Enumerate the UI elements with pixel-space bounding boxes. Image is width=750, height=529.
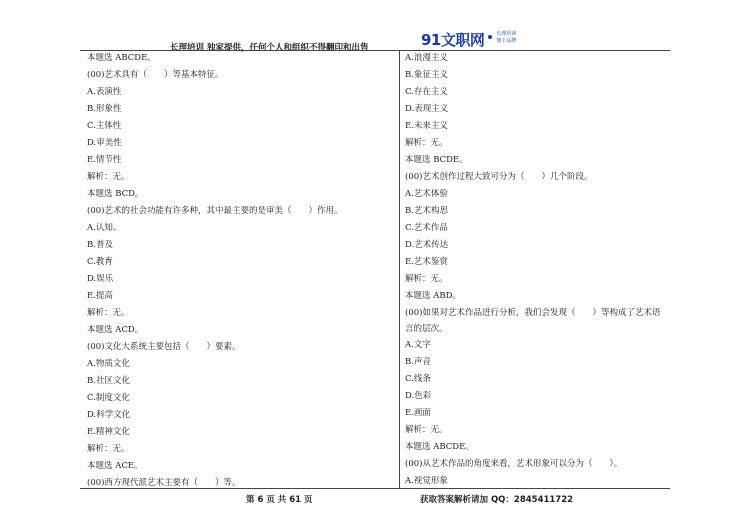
question-line-wrapped: (00)如果对艺术作品进行分析，我们会发现（ ）等构成了艺术语言的层次。 (405, 308, 661, 334)
text-line: A.表演性 (87, 87, 122, 97)
text-line: B.象征主义 (405, 70, 448, 80)
text-line: (00)艺术的社会功能有许多种，其中最主要的是审美（ ）作用。 (87, 206, 343, 216)
text-line: A.文字 (405, 340, 431, 350)
footer-contact: 获取答案解析请加 QQ：2845411722 (420, 495, 574, 505)
logo-subtitle (496, 31, 516, 45)
text-line: D.表现主义 (405, 104, 449, 114)
text-line: C.制度文化 (87, 393, 130, 403)
column-divider (399, 50, 400, 488)
text-line: 本题选 ACE。 (87, 461, 143, 471)
text-line: D.科学文化 (87, 410, 131, 420)
text-line: (00)西方现代派艺术主要有（ ）等。 (87, 478, 241, 488)
text-line: A.浪漫主义 (405, 53, 448, 63)
text-line: (00)艺术具有（ ）等基本特征。 (87, 70, 224, 80)
text-line: (00)文化大系统主要包括（ ）要素。 (87, 342, 241, 352)
left-column (87, 50, 392, 492)
text-line: 本题选 BCDE。 (405, 155, 468, 165)
right-column-part-a (405, 50, 665, 305)
text-line: B.艺术构思 (405, 206, 448, 216)
logo-text: 91文职网 (421, 31, 485, 49)
text-line: A.艺术体验 (405, 189, 448, 199)
text-line: 解析：无。 (87, 444, 130, 454)
header-notice: 长理培训 独家提供，任何个人和组织不得翻印和出售 (170, 43, 369, 53)
text-line: 本题选 ABD。 (405, 291, 461, 301)
text-line: C.艺术作品 (405, 223, 448, 233)
text-line: 解析：无。 (87, 172, 130, 182)
text-line: D.色彩 (405, 391, 432, 401)
logo-dot-icon (488, 35, 492, 39)
text-line: 解析：无。 (405, 138, 448, 148)
text-line: C.线条 (405, 374, 431, 384)
text-line: (00)艺术创作过程大致可分为（ ）几个阶段。 (405, 172, 593, 182)
right-column-part-b (405, 337, 665, 490)
text-line: (00)从艺术作品的角度来看，艺术形象可以分为（ ）。 (405, 459, 623, 469)
text-line: E.提高 (87, 291, 113, 301)
logo-sub-line-1: 长理培训 (496, 31, 517, 37)
text-line: D.娱乐 (87, 274, 114, 284)
text-line: E.精神文化 (87, 427, 130, 437)
text-line: 本题选 ABCDE。 (405, 442, 474, 452)
text-line: 本题选 ACD。 (87, 325, 144, 335)
text-line: A.物质文化 (87, 359, 130, 369)
text-line: 解析：无。 (405, 425, 448, 435)
site-logo[interactable] (421, 29, 516, 51)
text-line: D.艺术传达 (405, 240, 449, 250)
text-line: C.主体性 (87, 121, 122, 131)
text-line: E.艺术鉴赏 (405, 257, 448, 267)
text-line: E.情节性 (87, 155, 122, 165)
text-line: 解析：无。 (87, 308, 130, 318)
right-column (405, 50, 665, 490)
text-line: A.视觉形象 (405, 476, 448, 486)
text-line: B.声音 (405, 357, 431, 367)
text-line: A.认知、 (87, 223, 122, 233)
text-line: E.未来主义 (405, 121, 448, 131)
text-line: B.形象性 (87, 104, 122, 114)
text-line: C.教育 (87, 257, 113, 267)
text-line: 本题选 BCD。 (87, 189, 144, 199)
text-line: 本题选 ABCDE。 (87, 53, 156, 63)
text-line: B.普及 (87, 240, 113, 250)
text-line: D.审美性 (87, 138, 122, 148)
text-line: E.画面 (405, 408, 431, 418)
text-line: B.社区文化 (87, 376, 130, 386)
logo-sub-line-2: 旗下品牌 (496, 38, 517, 44)
text-line: 解析：无。 (405, 274, 448, 284)
text-line: C.存在主义 (405, 87, 448, 97)
page-number: 第 6 页 共 61 页 (246, 495, 313, 505)
